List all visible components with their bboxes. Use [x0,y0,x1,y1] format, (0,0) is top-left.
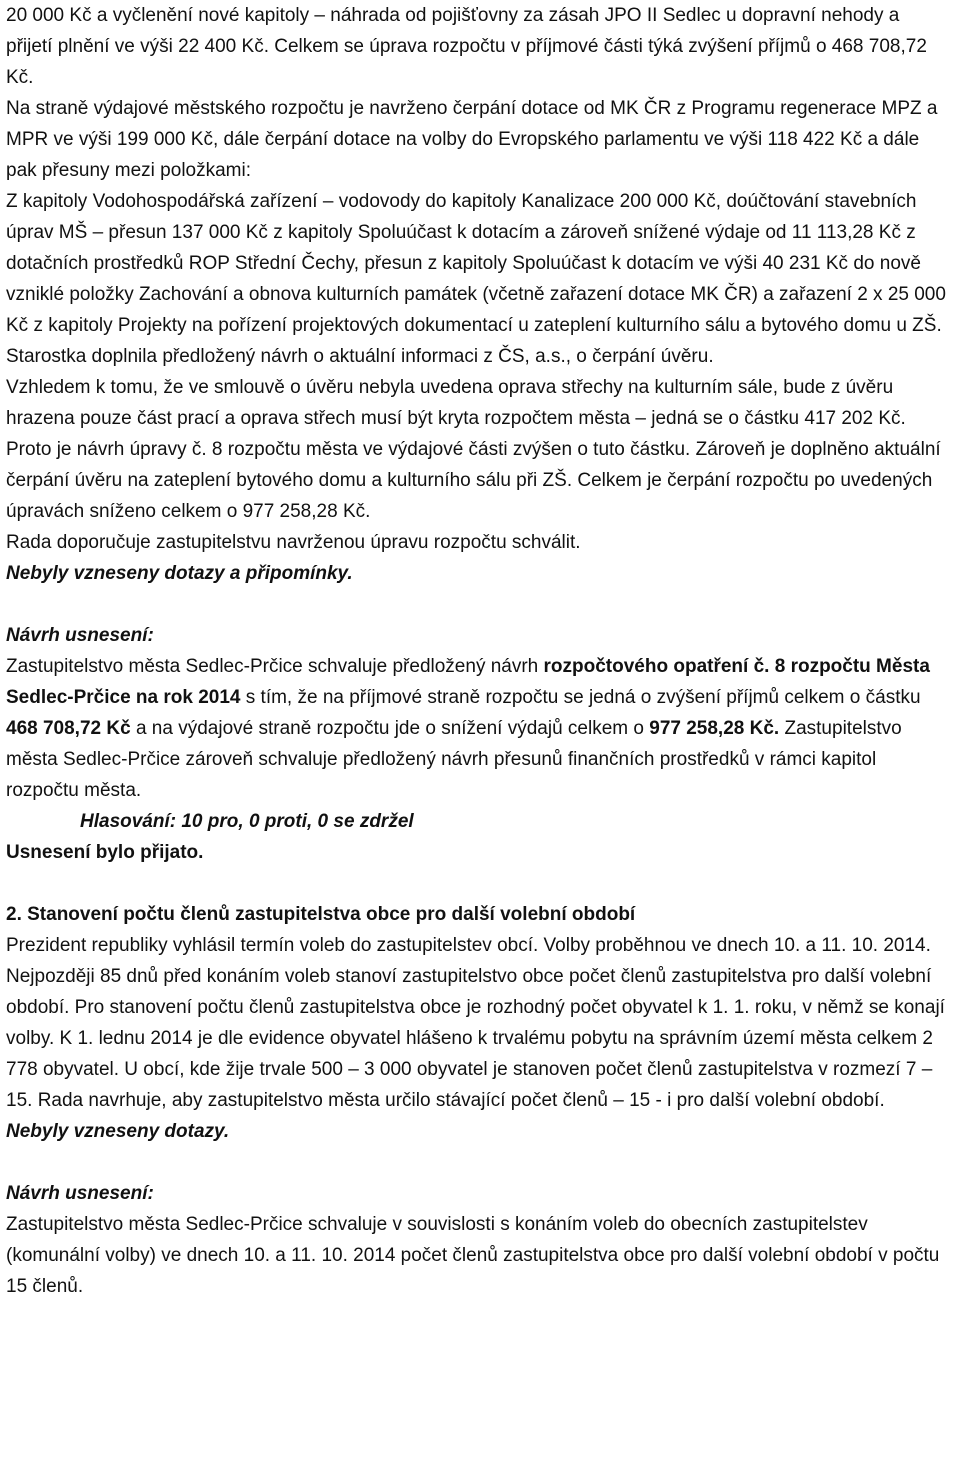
motion-label: Návrh usnesení: [6,625,154,646]
motion-label: Návrh usnesení: [6,1183,154,1204]
resolution-text: s tím, že na příjmové straně rozpočtu se jedná o zvýšení příjmů celkem o částku [240,687,921,708]
paragraph-income-changes: 20 000 Kč a vyčlenění nové kapitoly – náhrada od pojišťovny za zásah JPO II Sedlec u dopravní nehody a přijetí plnění ve výši 22 400 Kč. Celkem se úprava rozpočtu v příjmové části týká zvýšení příjmů o 468 708,72 Kč. [6,5,927,88]
no-questions-note: Nebyly vzneseny dotazy a připomínky. [6,563,353,584]
resolution-emphasis: 468 708,72 Kč [6,718,131,739]
resolution-emphasis: rozpočtového opatření č. 8 rozpočtu Města Sedlec-Prčice na rok 2014 [6,656,930,708]
paragraph-expenditure-side: Na straně výdajové městského rozpočtu je navrženo čerpání dotace od MK ČR z Programu regenerace MPZ a MPR ve výši 199 000 Kč, dále čerpání dotace na volby do Evropského parlamentu ve výši 118 422 Kč a dále pak přesuny mezi položkami: [6,98,938,181]
spacer [6,868,946,899]
spacer [6,589,946,620]
paragraph-council-size: Prezident republiky vyhlásil termín voleb do zastupitelstev obcí. Volby proběhnou ve dnech 10. a 11. 10. 2014. Nejpozději 85 dnů před konáním voleb stanoví zastupitelstvo obce počet členů zastupitelstva pro další volební období. Pro stanovení počtu členů zastupitelstva obce je rozhodný počet obyvatel k 1. 1. roku, v němž se konají volby. K 1. lednu 2014 je dle evidence obyvatel hlášeno k trvalému pobytu na správním území města celkem 2 778 obyvatel. U obcí, kde žije trvale 500 – 3 000 obyvatel je stanoven počet členů zastupitelstva v rozmezí 7 – 15. Rada navrhuje, aby zastupitelstvo města určilo stávající počet členů – 15 - i pro další volební období. [6,935,945,1111]
resolution-budget [6,651,946,806]
paragraph-mayor-addition: Starostka doplnila předložený návrh o aktuální informaci z ČS, a.s., o čerpání úvěru. [6,346,714,367]
resolution-emphasis: 977 258,28 Kč. [649,718,780,739]
resolution-council-size: Zastupitelstvo města Sedlec-Prčice schvaluje v souvislosti s konáním voleb do obecních zastupitelstev (komunální volby) ve dnech 10. a 11. 10. 2014 počet členů zastupitelstva obce pro další volební období v počtu 15 členů. [6,1214,940,1297]
resolution-adopted: Usnesení bylo přijato. [6,842,204,863]
paragraph-loan-details: Vzhledem k tomu, že ve smlouvě o úvěru nebyla uvedena oprava střechy na kulturním sále, bude z úvěru hrazena pouze část prací a oprava střech musí být kryta rozpočtem města – jedná se o částku 417 202 Kč. Proto je návrh úpravy č. 8 rozpočtu města ve výdajové části zvýšen o tuto částku. Zároveň je doplněno aktuální čerpání úvěru na zateplení bytového domu a kulturního sálu při ZŠ. Celkem je čerpání rozpočtu po uvedených úpravách sníženo celkem o 977 258,28 Kč. [6,377,941,522]
no-questions-note: Nebyly vzneseny dotazy. [6,1121,230,1142]
paragraph-council-recommendation: Rada doporučuje zastupitelstvu navrženou úpravu rozpočtu schválit. [6,532,581,553]
section-heading: 2. Stanovení počtu členů zastupitelstva obce pro další volební období [6,904,636,925]
vote-result: Hlasování: 10 pro, 0 proti, 0 se zdržel [80,811,414,832]
spacer [6,1147,946,1178]
resolution-text: Zastupitelstvo města Sedlec-Prčice schvaluje předložený návrh [6,656,544,677]
resolution-text: Zastupitelstvo města Sedlec-Prčice zároveň schvaluje předložený návrh přesunů finančních prostředků v rámci kapitol rozpočtu města. [6,718,902,801]
resolution-text: a na výdajové straně rozpočtu jde o snížení výdajů celkem o [130,718,650,739]
paragraph-transfers: Z kapitoly Vodohospodářská zařízení – vodovody do kapitoly Kanalizace 200 000 Kč, doúčtování stavebních úprav MŠ – přesun 137 000 Kč z kapitoly Spoluúčast k dotacím a zároveň snížené výdaje od 11 113,28 Kč z dotačních prostředků ROP Střední Čechy, přesun z kapitoly Spoluúčast k dotacím ve výši 40 231 Kč do nově vzniklé položky Zachování a obnova kulturních památek (včetně zařazení dotace MK ČR) a zařazení 2 x 25 000 Kč z kapitoly Projekty na pořízení projektových dokumentací u zateplení kulturního sálu a bytového domu u ZŠ. [6,191,946,336]
